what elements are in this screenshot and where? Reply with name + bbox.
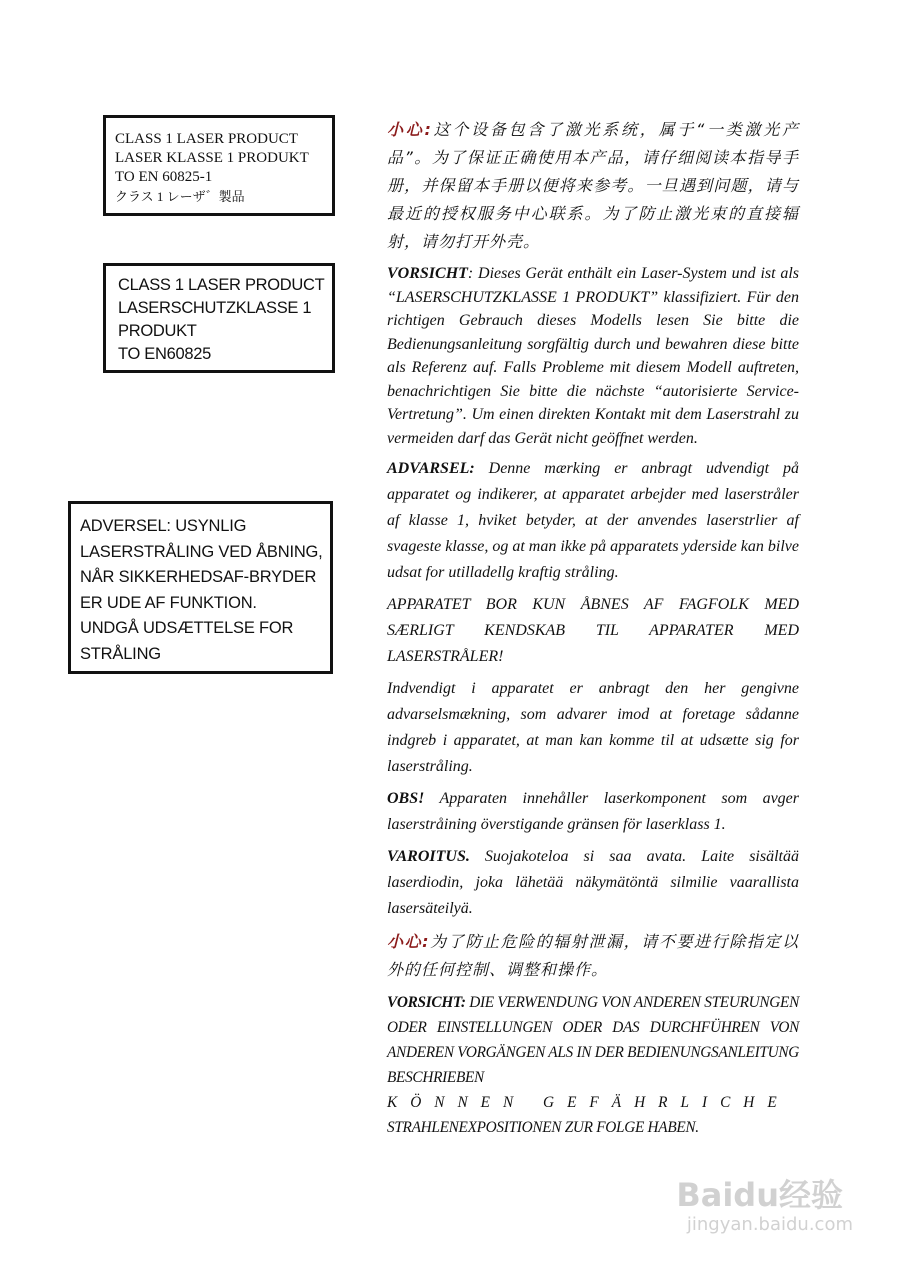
label-line: TO EN60825 xyxy=(118,345,212,363)
label-line: LASERSTRÅLING VED ÅBNING, xyxy=(80,542,323,561)
baidu-watermark-logo: Baidu经验 xyxy=(676,1176,843,1214)
label-line: LASER KLASSE 1 PRODUKT xyxy=(115,150,309,166)
varoitus-fi-body: Suojakoteloa si saa avata. Laite sisältää laserdiodin, joka lähetää näkymätöntä silmilie vaarallista lasersäteilyä. xyxy=(387,848,799,917)
label-line: TO EN 60825-1 xyxy=(115,169,213,185)
apparatet-da-body: APPARATET BOR KUN ÅBNES AF FAGFOLK MED SÆRLIGT KENDSKAB TIL APPARATER MED LASERSTRÅLER! xyxy=(387,596,799,665)
varoitus-fi-paragraph xyxy=(387,844,799,922)
caution2-zh-body: 为了防止危险的辐射泄漏，请不要进行除指定以外的任何控制、调整和操作。 xyxy=(387,932,799,979)
vorsicht-de-paragraph xyxy=(387,262,799,450)
label-line: ER UDE AF FUNKTION. xyxy=(80,593,257,612)
label-line: NÅR SIKKERHEDSAF-BRYDER xyxy=(80,568,317,586)
vorsicht2-de-body: DIE VERWENDUNG VON ANDEREN STEURUNGEN ODER EINSTELLUNGEN ODER DAS DURCHFÜHREN VON ANDEREN VORGÄNGEN ALS IN DER BEDIENUNGSANLEITUNG BESCHRIEBEN xyxy=(387,994,799,1086)
vorsicht2-de-paragraph xyxy=(387,990,799,1140)
vorsicht2-de-heading: VORSICHT: xyxy=(387,994,466,1011)
caution-zh-body: 这个设备包含了激光系统，属于“一类激光产品”。为了保证正确使用本产品，请仔细阅读本指导手册，并保留本手册以便将来参考。一旦遇到问题，请与最近的授权服务中心联系。为了防止激光束的直接辐射，请勿打开外壳。 xyxy=(387,120,799,251)
vorsicht2-de-tail: STRAHLENEXPOSITIONEN ZUR FOLGE HABEN. xyxy=(387,1119,699,1136)
label-line: ADVERSEL: USYNLIG xyxy=(80,517,247,535)
label-line: UNDGÅ UDSÆTTELSE FOR xyxy=(80,619,294,637)
obs-sv-heading: OBS! xyxy=(387,790,425,807)
vorsicht2-de-spaced-line: KÖNNEN GEFÄHRLICHE xyxy=(387,1094,790,1111)
label-line: LASERSCHUTZKLASSE 1 xyxy=(118,299,312,317)
caution-zh-paragraph xyxy=(387,116,799,256)
caution2-zh-paragraph xyxy=(387,928,799,984)
obs-sv-body: Apparaten innehåller laserkomponent som avger laserstråining överstigande gränsen för laserklass 1. xyxy=(387,790,799,833)
label-line: クラス 1 レーザ゛製品 xyxy=(115,189,245,204)
laser-label-class1-de xyxy=(103,263,335,373)
label-line: CLASS 1 LASER PRODUCT xyxy=(118,276,325,294)
label-line: PRODUKT xyxy=(118,322,197,340)
caution2-zh-heading: 小心: xyxy=(387,932,430,951)
indvendigt-da-body: Indvendigt i apparatet er anbragt den her gengivne advarselsmækning, som advarer imod at foretage sådanne indgreb i apparatet, at man kan komme til at udsætte sig for laserstråling. xyxy=(387,680,799,775)
vorsicht-de-heading: VORSICHT xyxy=(387,265,468,282)
varoitus-fi-heading: VAROITUS. xyxy=(387,848,470,865)
label-line: CLASS 1 LASER PRODUCT xyxy=(115,131,298,147)
advarsel-da-paragraph xyxy=(387,456,799,586)
advarsel-da-heading: ADVARSEL: xyxy=(387,460,475,477)
apparatet-da-paragraph xyxy=(387,592,799,670)
advarsel-da-body: Denne mærking er anbragt udvendigt på apparatet og indikerer, at apparatet arbejder med laserstråler af klasse 1, hviket betyder, at der anvendes laserstrlier af svageste klasse, og at man ikke på apparatets yderside kan bilve udsat for utilladellg kraftig stråling. xyxy=(387,460,799,581)
vorsicht-de-body: : Dieses Gerät enthält ein Laser-System und ist als “LASERSCHUTZKLASSE 1 PRODUKT” klassifiziert. Für den richtigen Gebrauch dieses Modells lesen Sie bitte die Bedienungsanleitung sorgfältig durch und bewahren diese bitte als Referenz auf. Falls Probleme mit diesem Modell auftreten, benachrichtigen Sie bitte die nächste “autorisierte Service-Vertretung”. Um einen direkten Kontakt mit dem Laserstrahl zu vermeiden darf das Gerät nicht geöffnet werden. xyxy=(387,265,799,447)
obs-sv-paragraph xyxy=(387,786,799,838)
baidu-watermark-url: jingyan.baidu.com xyxy=(686,1214,853,1235)
warning-text-column xyxy=(387,116,799,1146)
label-line: STRÅLING xyxy=(80,644,161,663)
laser-label-class1-jp xyxy=(103,115,335,216)
laser-warning-label-da xyxy=(68,501,333,674)
caution-zh-heading: 小心: xyxy=(387,120,432,139)
indvendigt-da-paragraph xyxy=(387,676,799,780)
